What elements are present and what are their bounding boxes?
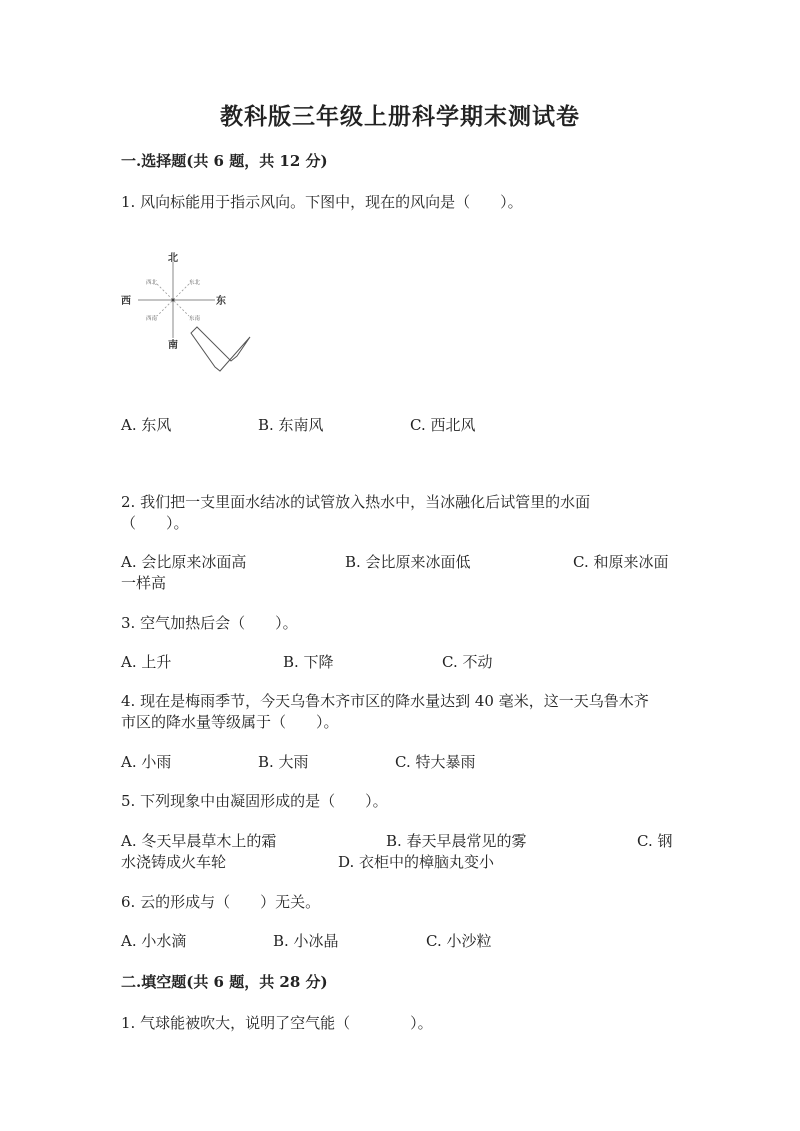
q4-option-c[interactable]: C. 特大暴雨 [395, 753, 476, 771]
question-1-text: 1. 风向标能用于指示风向。下图中，现在的风向是（ ）。 [121, 193, 523, 211]
q1-option-c[interactable]: C. 西北风 [410, 416, 476, 434]
q1-option-b[interactable]: B. 东南风 [258, 416, 324, 434]
wind-arrow-icon [191, 327, 250, 371]
q1-option-a[interactable]: A. 东风 [121, 416, 172, 434]
question-6-text: 6. 云的形成与（ ）无关。 [121, 893, 321, 911]
q3-option-c[interactable]: C. 不动 [442, 653, 493, 671]
question-4-text-line1: 4. 现在是梅雨季节，今天乌鲁木齐市区的降水量达到 40 毫米，这一天乌鲁木齐 [121, 692, 649, 710]
wind-vane-figure [110, 240, 270, 380]
q4-option-b[interactable]: B. 大雨 [258, 753, 309, 771]
label-south: 南 [168, 340, 178, 351]
fill-question-1-text: 1. 气球能被吹大，说明了空气能（ ）。 [121, 1014, 433, 1032]
question-4-text-line2: 市区的降水量等级属于（ ）。 [121, 713, 339, 731]
label-southeast: 东南 [189, 316, 201, 322]
label-northeast: 东北 [189, 280, 201, 286]
q5-option-c[interactable]: C. 钢 [637, 832, 673, 850]
label-southwest: 西南 [146, 316, 158, 322]
q3-option-b[interactable]: B. 下降 [283, 653, 334, 671]
center-dot [172, 299, 175, 302]
q6-option-a[interactable]: A. 小水滴 [121, 932, 187, 950]
label-north: 北 [168, 253, 178, 264]
label-northwest: 西北 [146, 280, 158, 286]
section-heading-choice: 一.选择题(共 6 题，共 12 分) [121, 152, 328, 170]
q6-option-c[interactable]: C. 小沙粒 [426, 932, 492, 950]
q2-option-b[interactable]: B. 会比原来冰面低 [345, 553, 471, 571]
section-heading-fill: 二.填空题(共 6 题，共 28 分) [121, 973, 328, 991]
question-3-text: 3. 空气加热后会（ ）。 [121, 614, 298, 632]
question-2-text-line1: 2. 我们把一支里面水结冰的试管放入热水中，当冰融化后试管里的水面 [121, 493, 591, 511]
q6-option-b[interactable]: B. 小冰晶 [273, 932, 339, 950]
q2-option-a[interactable]: A. 会比原来冰面高 [121, 553, 247, 571]
q2-option-c-wrap: 一样高 [121, 574, 167, 592]
question-5-text: 5. 下列现象中由凝固形成的是（ ）。 [121, 792, 388, 810]
page-title: 教科版三年级上册科学期末测试卷 [220, 103, 580, 130]
q4-option-a[interactable]: A. 小雨 [121, 753, 172, 771]
q2-option-c[interactable]: C. 和原来冰面 [573, 553, 669, 571]
q3-option-a[interactable]: A. 上升 [121, 653, 172, 671]
q5-option-a[interactable]: A. 冬天早晨草木上的霜 [121, 832, 277, 850]
q5-option-c-wrap: 水浇铸成火车轮 [121, 853, 227, 871]
label-east: 东 [216, 296, 226, 307]
label-west: 西 [121, 296, 131, 307]
q5-option-d[interactable]: D. 衣柜中的樟脑丸变小 [338, 853, 495, 871]
question-2-text-line2: （ ）。 [121, 514, 189, 532]
q5-option-b[interactable]: B. 春天早晨常见的雾 [386, 832, 527, 850]
